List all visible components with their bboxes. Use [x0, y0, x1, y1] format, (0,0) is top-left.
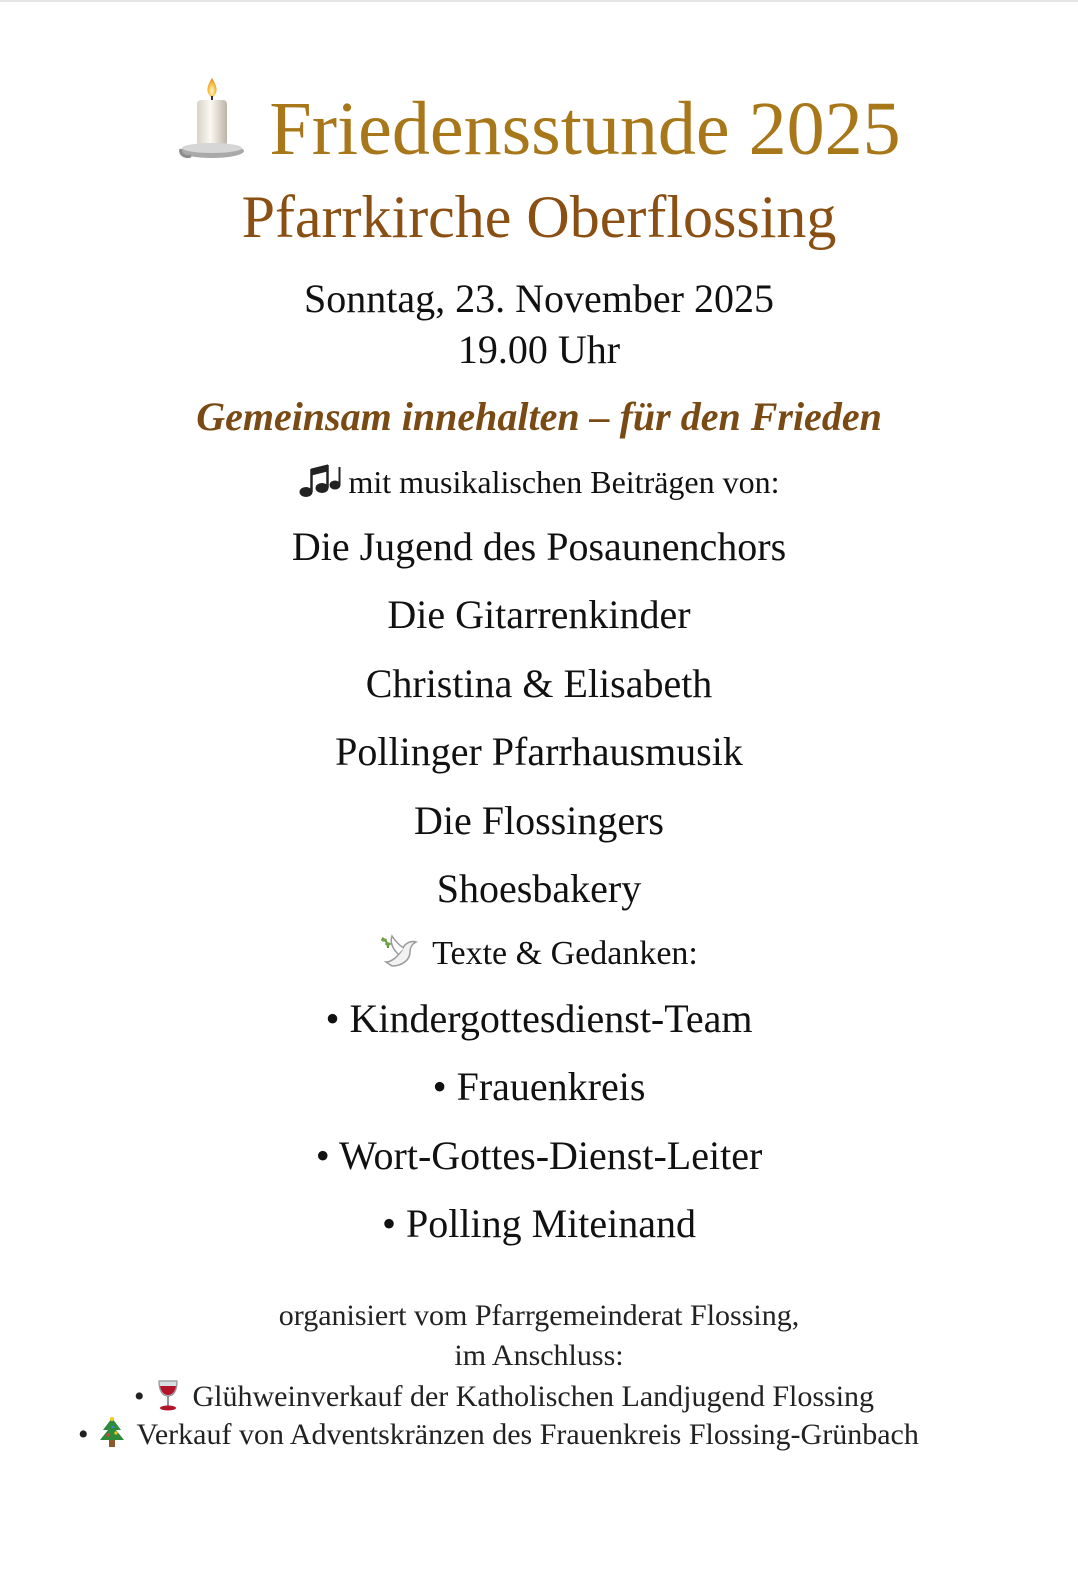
performer-3: Christina & Elisabeth [365, 661, 713, 706]
music-intro [0, 463, 1078, 499]
event-date: Sonntag, 23. November 2025 [304, 276, 774, 321]
candle-icon [177, 76, 247, 160]
texts-intro-text: Texte & Gedanken: [432, 935, 698, 972]
christmas-tree-icon [97, 1416, 127, 1450]
extra-item-1 [134, 1378, 874, 1412]
church-name: Pfarrkirche Oberflossing [241, 184, 837, 250]
performer-4: Pollinger Pfarrhausmusik [335, 729, 743, 774]
performer-1: Die Jugend des Posaunenchors [291, 524, 787, 569]
organizer: organisiert vom Pfarrgemeinderat Flossing, [278, 1299, 800, 1332]
bullet: • [134, 1380, 145, 1413]
musical-notes-icon [298, 463, 342, 499]
music-intro-text: mit musikalischen Beiträgen von: [348, 464, 780, 500]
extra-item-1-text: Glühweinverkauf der Katholischen Landjugend Flossing [192, 1380, 875, 1413]
wine-glass-icon [153, 1378, 183, 1412]
dove-icon [380, 932, 420, 972]
extra-item-2 [78, 1416, 919, 1450]
title-text: Friedensstunde 2025 [269, 87, 901, 171]
title [0, 76, 1078, 171]
performer-5: Die Flossingers [414, 798, 664, 843]
top-border [0, 0, 1078, 2]
event-time: 19.00 Uhr [457, 327, 621, 372]
texts-intro [0, 932, 1078, 972]
speaker-2: • Frauenkreis [432, 1064, 646, 1109]
speaker-1: • Kindergottesdienst-Team [325, 996, 753, 1041]
motto: Gemeinsam innehalten – für den Frieden [196, 394, 882, 439]
speaker-3: • Wort-Gottes-Dienst-Leiter [315, 1133, 763, 1178]
performer-6: Shoesbakery [436, 866, 642, 911]
speaker-4: • Polling Miteinand [381, 1201, 696, 1246]
extra-item-2-text: Verkauf von Adventskränzen des Frauenkreis Flossing-Grünbach [136, 1418, 919, 1451]
bullet: • [78, 1418, 89, 1451]
afterwards: im Anschluss: [454, 1339, 624, 1372]
performer-2: Die Gitarrenkinder [387, 592, 691, 637]
